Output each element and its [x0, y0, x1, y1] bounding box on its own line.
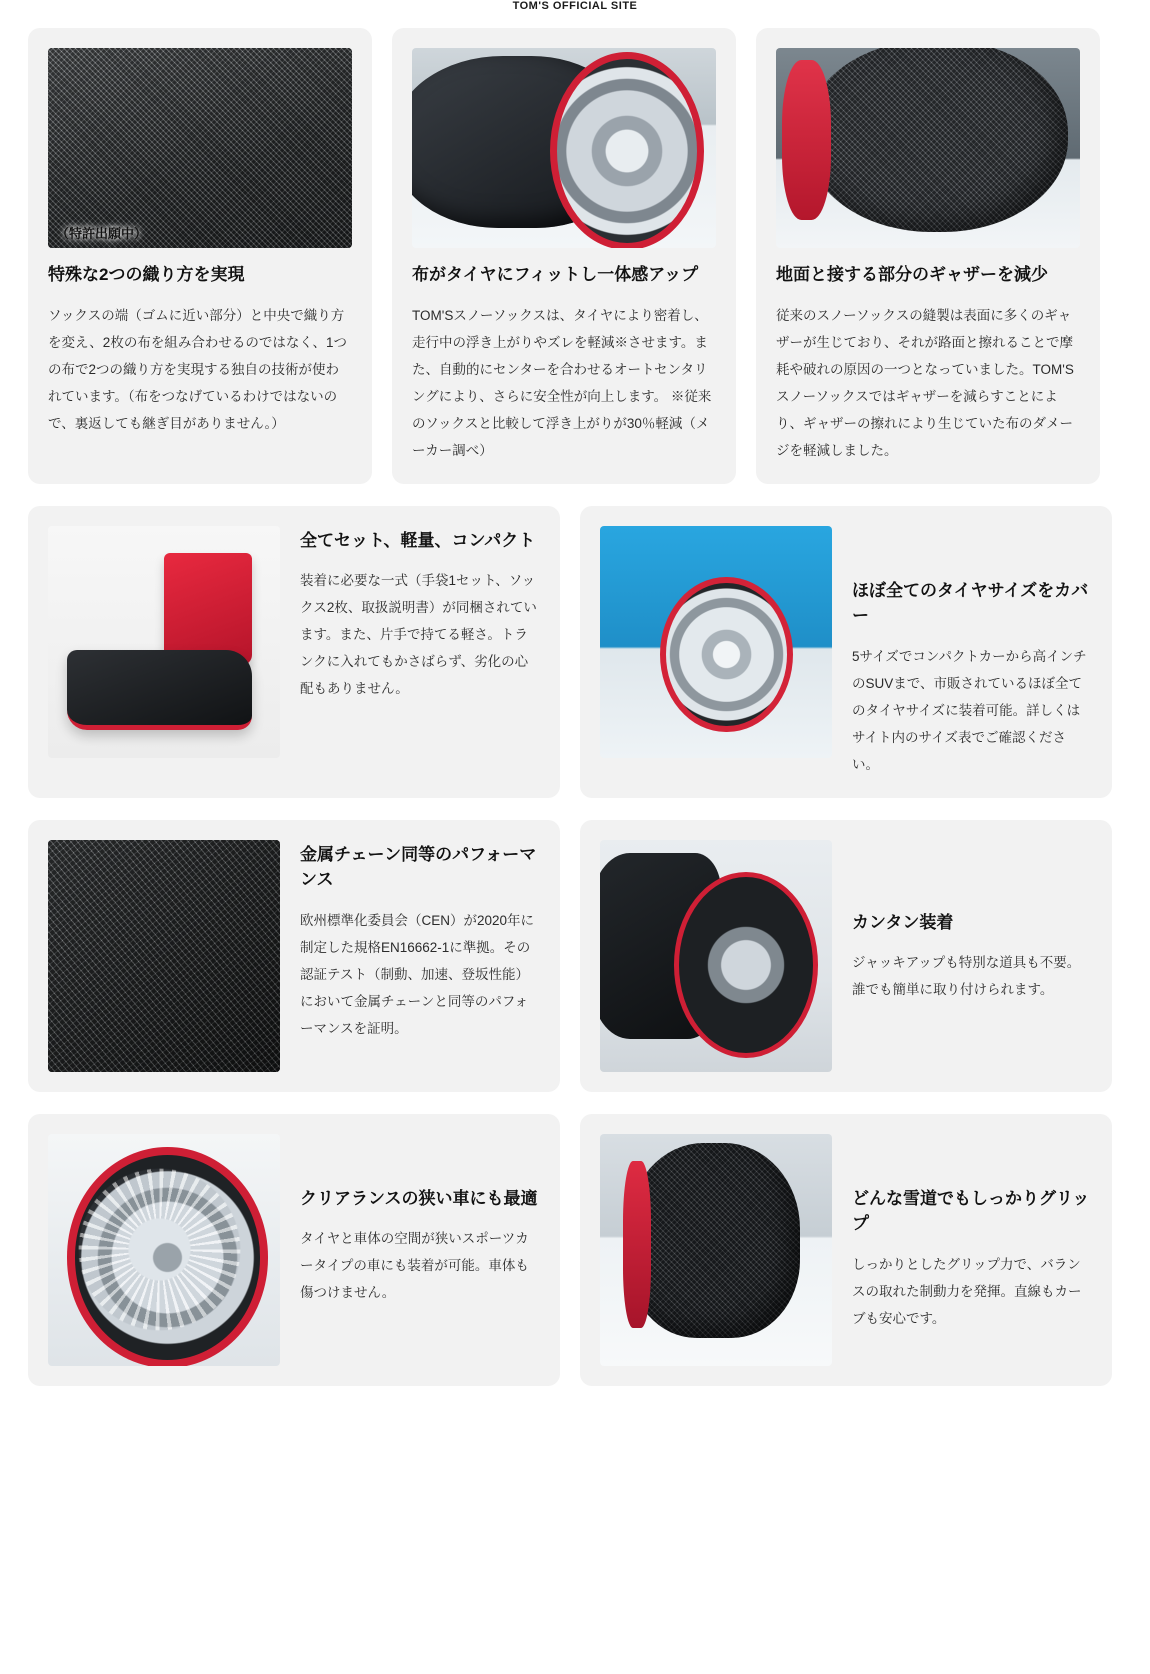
site-header	[0, 0, 1150, 18]
card-title: どんな雪道でもしっかりグリップ	[852, 1188, 1090, 1233]
card-body: 欧州標準化委員会（CEN）が2020年に制定した規格EN16662-1に準拠。その認証テスト（制動、加速、登坂性能）において金属チェーンと同等のパフォーマンスを証明。	[300, 912, 535, 1036]
feature-card-weave	[28, 28, 372, 484]
hand-installing-sock-photo	[600, 840, 832, 1072]
feature-row-3	[28, 820, 1122, 1092]
feature-card-sizes	[580, 506, 1112, 798]
feature-card-gather	[756, 28, 1100, 484]
card-body: 5サイズでコンパクトカーから高インチのSUVまで、市販されているほぼ全てのタイヤサイズに装着可能。詳しくはサイト内のサイズ表でご確認ください。	[852, 648, 1087, 772]
card-body: タイヤと車体の空間が狭いスポーツカータイプの車にも装着が可能。車体も傷つけません。	[300, 1231, 529, 1300]
card-title: 金属チェーン同等のパフォーマンス	[300, 844, 537, 889]
feature-grid	[0, 18, 1150, 1428]
card-body: しっかりとしたグリップ力で、バランスの取れた制動力を発揮。直線もカーブも安心です。	[852, 1256, 1082, 1326]
product-kit-photo	[48, 526, 280, 758]
feature-card-clearance	[28, 1114, 560, 1386]
sock-closeup-photo	[776, 48, 1080, 248]
feature-card-easy	[580, 820, 1112, 1092]
card-title: 特殊な2つの織り方を実現	[48, 265, 245, 284]
card-body: 装着に必要な一式（手袋1セット、ソックス2枚、取扱説明書）が同梱されています。また、片手で持てる軽さ。トランクに入れてもかさばらず、劣化の心配もありません。	[300, 573, 537, 696]
card-title: 地面と接する部分のギャザーを減少	[776, 265, 1048, 284]
card-body: ジャッキアップも特別な道具も不要。 誰でも簡単に取り付けられます。	[852, 955, 1081, 997]
feature-row-1	[28, 28, 1122, 484]
site-title: TOM'S OFFICIAL SITE	[512, 0, 638, 12]
woven-fabric-macro-photo-2	[48, 840, 280, 1072]
woven-fabric-macro-photo	[48, 48, 352, 248]
card-body: ソックスの端（ゴムに近い部分）と中央で織り方を変え、2枚の布を組み合わせるのではなく、1つの布で2つの織り方を実現する独自の技術が使われています。（布をつなげているわけではないので、裏返しても継ぎ目がありません。）	[48, 307, 348, 431]
feature-card-set	[28, 506, 560, 798]
card-body: TOM'Sスノーソックスは、タイヤにより密着し、走行中の浮き上がりやズレを軽減※させます。また、自動的にセンターを合わせるオートセンタリングにより、さらに安全性が向上します。 ※従来のソックスと比較して浮き上がりが30％軽減（メーカー調べ）	[412, 307, 712, 458]
feature-card-performance	[28, 820, 560, 1092]
blue-car-wheel-photo	[600, 526, 832, 758]
feature-row-4	[28, 1114, 1122, 1386]
feature-card-fit	[392, 28, 736, 484]
tire-with-sock-photo	[412, 48, 716, 248]
card-title: クリアランスの狭い車にも最適	[300, 1188, 538, 1208]
card-title: 全てセット、軽量、コンパクト	[300, 530, 536, 550]
feature-row-2	[28, 506, 1122, 798]
patent-pending-badge: （特許出願中）	[56, 226, 148, 241]
card-title: カンタン装着	[852, 912, 954, 932]
sports-car-wheel-photo	[48, 1134, 280, 1366]
card-body: 従来のスノーソックスの縫製は表面に多くのギャザーが生じており、それが路面と擦れることで摩耗や破れの原因の一つとなっていました。TOM'S スノーソックスではギャザーを減らすことにより、ギャザーの擦れにより生じていた布のダメージを軽減しました。	[776, 307, 1074, 458]
feature-card-grip	[580, 1114, 1112, 1386]
card-title: 布がタイヤにフィットし一体感アップ	[412, 265, 699, 284]
snowy-road-tire-photo	[600, 1134, 832, 1366]
card-title: ほぼ全てのタイヤサイズをカバー	[852, 580, 1089, 625]
